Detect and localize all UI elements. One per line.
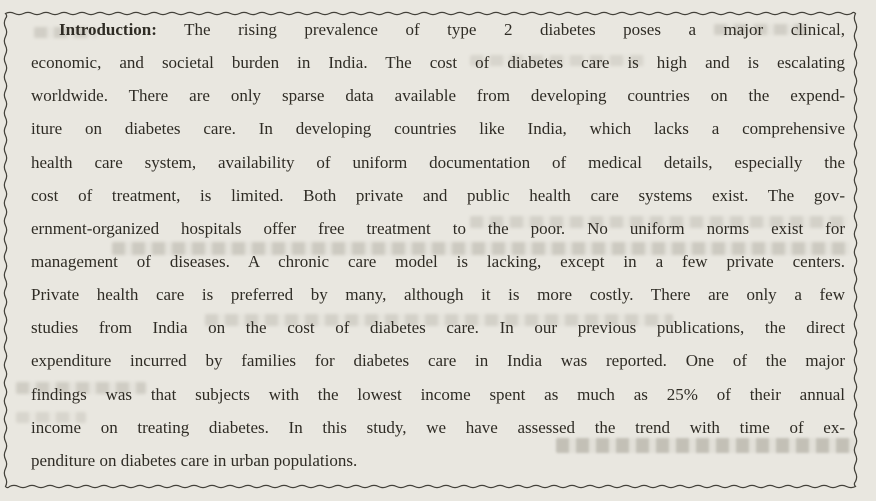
introduction-paragraph: [31, 13, 845, 477]
text-line: health care system, availability of uniform documentation of medical details, especially the: [31, 152, 845, 172]
text-line-rest: The rising prevalence of type 2 diabetes poses a major clinical,: [184, 20, 845, 39]
text-line: penditure on diabetes care in urban populations.: [31, 450, 358, 470]
text-line-first: [31, 13, 845, 46]
introduction-word: Introduction: [59, 20, 152, 39]
text-line: management of diseases. A chronic care model is lacking, except in a few private centers.: [31, 251, 845, 271]
text-line: ernment-organized hospitals offer free treatment to the poor. No uniform norms exist for: [31, 218, 845, 238]
text-line: economic, and societal burden in India. The cost of diabetes care is high and is escalating: [31, 53, 845, 73]
paragraph-lines: [31, 46, 845, 477]
text-line: studies from India on the cost of diabetes care. In our previous publications, the direct: [31, 318, 845, 338]
text-line: expenditure incurred by families for diabetes care in India was reported. One of the major: [31, 351, 845, 371]
introduction-label: [59, 20, 157, 39]
text-line: worldwide. There are only sparse data available from developing countries on the expend-: [31, 86, 845, 106]
introduction-colon: :: [151, 20, 157, 39]
text-line: iture on diabetes care. In developing countries like India, which lacks a comprehensive: [31, 119, 845, 139]
text-line: findings was that subjects with the lowest income spent as much as 25% of their annual: [31, 384, 845, 404]
text-line: income on treating diabetes. In this study, we have assessed the trend with time of ex-: [31, 417, 845, 437]
text-line: cost of treatment, is limited. Both private and public health care systems exist. The gov-: [31, 185, 845, 205]
text-line: Private health care is preferred by many, although it is more costly. There are only a few: [31, 285, 845, 305]
